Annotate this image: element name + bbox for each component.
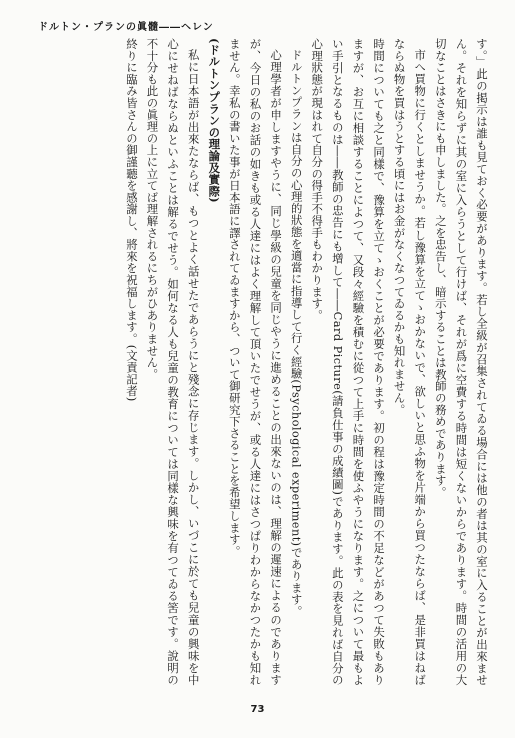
paragraph: 時間についても之と同樣で、豫算を立てゝおくことが必要であります。初の程は豫定時間の不足などがあつて失敗もありますが、お互に相談することによつて、又段々經驗を積むに從つて上手に時間を使ふやうになります。之について最もよい手引となるものは――教師の忠告にも增して――Card Picture(請負仕事の成績圖)であります。此の表を見れば自分の心理狀態が現はれて自分の得手不得手もわかります。 <box>310 38 387 686</box>
page-number: 73 <box>250 704 265 715</box>
running-header: ドルトン・プランの眞髓――ヘレン <box>38 22 214 33</box>
reference-note: (ドルトンプランの理論及實際) <box>207 38 222 203</box>
paragraph: 心理學者が申しますやうに、同じ學級の兒童を同じやうに進めることの出來ないのは、理解の遲速によるのでありますが、今日の私のお話の如きも或る人達にはよく理解して頂いたでせうが、或る人達にはさつぱりわからなかつたかも知れません。幸私の書いた事が日本語に譯されてゐますから、ついて御研究下さることを希望します。 <box>227 38 284 686</box>
body-text <box>24 38 492 686</box>
closing-paragraph: 終りに臨み皆さんの御謹聽を感謝し、將來を祝福します。(文責記者) <box>124 38 139 402</box>
paragraph: す。」此の掲示は誰も見ておく必要があります。若し全級が召集されてゐる場合には他の者は其の室に入ることが出來ません。それを知らずに其の室に入らうとして行けば、それが爲に空費する時間は短くないからであります。時間の活用の大切なことはさきにも申しました。之を忠告し、暗示することは教師の務めであります。 <box>433 38 489 686</box>
paragraph: ドルトンプランは自分の心理的狀態を適當に指導して行く經驗(Psychological experiment)であります。 <box>289 49 304 618</box>
paragraph: 私に日本語が出來たならば、もつとよく話せたであらうにと殘念に存じます。しかし、いづこに於ても兒童の興味を中心にせねばならぬといふことは解るでせう。如何なる人も兒童の教育については同樣な興味を有つてゐる筈です。說明の不十分も此の眞理の上に立てば理解されるにちがひありません。 <box>145 38 201 686</box>
paragraph: 市へ買物に行くとしませうか。若し豫算を立てゝおかないで、欲しいと思ふ物を片端から買つたならば、是非買はねばならぬ物を買はうとする頃にはお金がなくなつてゐるかも知れません。 <box>392 38 428 686</box>
